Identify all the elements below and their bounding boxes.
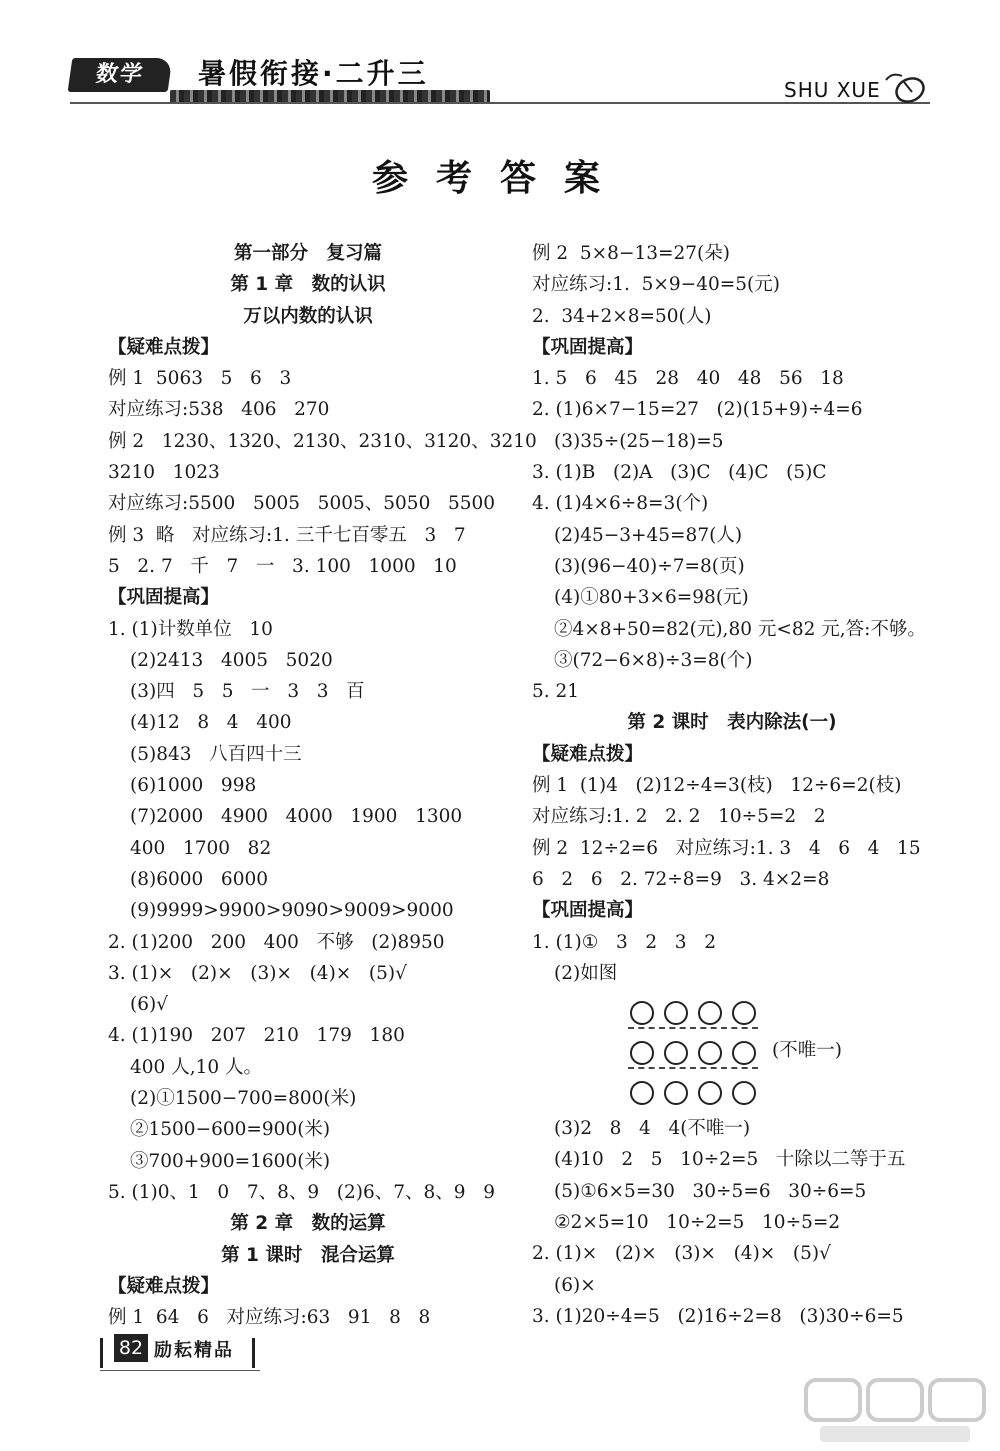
section-heading: 【疑难点拨】 (532, 743, 644, 765)
section-heading: 【巩固提高】 (532, 336, 644, 358)
answer-line: ②4×8+50=82(元),80 元<82 元,答:不够。 (554, 618, 926, 640)
circle-row-3 (532, 1073, 932, 1113)
answer-line: ③(72−6×8)÷3=8(个) (554, 649, 753, 671)
header-divider (70, 102, 930, 104)
page-footer (100, 1334, 270, 1370)
answer-line: 对应练习:5500 5005 5005、5050 5500 (108, 493, 496, 515)
section-heading: 【疑难点拨】 (108, 336, 220, 358)
right-column-bottom (532, 1113, 932, 1332)
answer-line: (6)× (554, 1274, 596, 1296)
answer-line: 2. (1)6×7−15=27 (2)(15+9)÷4=6 (532, 399, 863, 421)
circle-row-1 (532, 993, 932, 1033)
page-number: 82 (114, 1334, 148, 1362)
circle-icon (630, 1081, 654, 1105)
section-heading: 【巩固提高】 (108, 587, 220, 609)
answer-line: 对应练习:1. 2 2. 2 10÷5=2 2 (532, 806, 826, 828)
footer-label: 励耘精品 (154, 1340, 234, 1361)
circle-icon (732, 1001, 756, 1025)
answer-line: 例 2 1230、1320、2130、2310、3120、3210 (108, 430, 537, 452)
answer-line: 对应练习:538 406 270 (108, 399, 330, 421)
answer-line: 3210 1023 (108, 462, 220, 484)
answer-line: 2. (1)× (2)× (3)× (4)× (5)√ (532, 1243, 831, 1265)
answer-line: (4)①80+3×6=98(元) (554, 587, 749, 609)
page-header (0, 0, 1000, 120)
circle-icon (630, 1001, 654, 1025)
chapter-heading: 第 2 课时 表内除法(一) (627, 712, 837, 734)
circle-icon (630, 1041, 654, 1065)
answer-line: 例 2 12÷2=6 对应练习:1. 3 4 6 4 15 (532, 837, 921, 859)
answer-line: 2. 34+2×8=50(人) (532, 305, 712, 327)
right-column-top (532, 238, 932, 989)
answer-line: (8)6000 6000 (130, 868, 269, 890)
chapter-heading: 第 1 章 数的认识 (230, 274, 386, 296)
left-column (108, 238, 537, 1333)
answer-line: ③700+900=1600(米) (130, 1150, 331, 1172)
answer-line: (4)10 2 5 10÷2=5 十除以二等于五 (554, 1149, 906, 1171)
answer-line: (3)(96−40)÷7=8(页) (554, 555, 745, 577)
answer-line: 5. (1)0、1 0 7、8、9 (2)6、7、8、9 9 (108, 1181, 495, 1203)
answer-line: 例 3 略 对应练习:1. 三千七百零五 3 7 (108, 524, 466, 546)
answer-line: (6)√ (130, 994, 168, 1016)
answer-line: 例 1 (1)4 (2)12÷4=3(枝) 12÷6=2(枝) (532, 775, 902, 797)
answer-line: 例 1 5063 5 6 3 (108, 368, 292, 390)
answer-line: (6)1000 998 (130, 775, 257, 797)
answer-line: (3)四 5 5 一 3 3 百 (130, 681, 365, 703)
subject-tab: 数学 (68, 58, 173, 92)
answer-line: 5 2. 7 千 7 一 3. 100 1000 10 (108, 555, 457, 577)
answer-line: 4. (1)4×6÷8=3(个) (532, 493, 709, 515)
answer-line: 2. (1)200 200 400 不够 (2)8950 (108, 931, 445, 953)
answer-line: (7)2000 4900 4000 1900 1300 (130, 806, 463, 828)
circle-icon (698, 1001, 722, 1025)
footer-rule (100, 1370, 260, 1371)
subject-pinyin: SHU XUE (784, 78, 881, 102)
answer-line: (5)843 八百四十三 (130, 743, 302, 765)
footer-bar (252, 1338, 255, 1368)
answer-line: 5. 21 (532, 681, 580, 703)
footer-bar (100, 1338, 103, 1368)
page-title: 参考答案 (371, 158, 628, 199)
section-heading: 【巩固提高】 (532, 900, 644, 922)
circle-figure (532, 993, 932, 1113)
answer-line: (2)①1500−700=800(米) (130, 1088, 357, 1110)
circle-note: (不唯一) (772, 1040, 842, 1062)
chapter-heading: 第 1 课时 混合运算 (221, 1244, 395, 1266)
answer-line: 400 1700 82 (130, 837, 272, 859)
circle-icon (698, 1041, 722, 1065)
answer-line: (2)2413 4005 5020 (130, 649, 333, 671)
answer-line: 1. 5 6 45 28 40 48 56 18 (532, 368, 844, 390)
chapter-heading: 第一部分 复习篇 (233, 243, 382, 264)
mouse-icon (882, 70, 928, 106)
answer-line: 4. (1)190 207 210 179 180 (108, 1025, 405, 1047)
chapter-heading: 第 2 章 数的运算 (230, 1213, 386, 1235)
right-column (532, 238, 932, 1332)
answer-line: 6 2 6 2. 72÷8=9 3. 4×2=8 (532, 868, 830, 890)
answer-line: (2)如图 (554, 962, 618, 984)
answer-line: (2)45−3+45=87(人) (554, 524, 743, 546)
answer-line: 1. (1)① 3 2 3 2 (532, 931, 716, 953)
answer-line: 3. (1)20÷4=5 (2)16÷2=8 (3)30÷6=5 (532, 1305, 904, 1327)
answer-line: (9)9999>9900>9090>9009>9000 (130, 900, 454, 922)
circle-row-2 (532, 1033, 932, 1073)
answer-line: ②1500−600=900(米) (130, 1119, 331, 1141)
circle-icon (698, 1081, 722, 1105)
answer-line: (4)12 8 4 400 (130, 712, 292, 734)
circle-icon (664, 1081, 688, 1105)
answer-line: 400 人,10 人。 (130, 1056, 262, 1078)
answer-line: 例 2 5×8−13=27(朵) (532, 243, 730, 264)
circle-icon (664, 1001, 688, 1025)
dashed-divider (628, 1067, 758, 1069)
circle-icon (732, 1081, 756, 1105)
answer-line: 例 1 64 6 对应练习:63 91 8 8 (108, 1307, 431, 1329)
answer-line: (3)2 8 4 4(不唯一) (554, 1118, 751, 1140)
dashed-divider (628, 1027, 758, 1029)
chapter-heading: 万以内数的认识 (243, 305, 373, 327)
series-title: 暑假衔接·二升三 (198, 57, 429, 90)
answer-line: (3)35÷(25−18)=5 (554, 430, 724, 452)
answer-line: 1. (1)计数单位 10 (108, 618, 273, 640)
section-heading: 【疑难点拨】 (108, 1275, 220, 1297)
answer-line: 对应练习:1. 5×9−40=5(元) (532, 274, 780, 296)
circle-icon (732, 1041, 756, 1065)
watermark-logo (800, 1376, 990, 1446)
circle-icon (664, 1041, 688, 1065)
answer-line: (5)①6×5=30 30÷5=6 30÷6=5 (554, 1180, 867, 1202)
answer-line: 3. (1)× (2)× (3)× (4)× (5)√ (108, 962, 407, 984)
answer-line: ②2×5=10 10÷2=5 10÷5=2 (554, 1212, 841, 1234)
answer-line: 3. (1)B (2)A (3)C (4)C (5)C (532, 462, 827, 484)
